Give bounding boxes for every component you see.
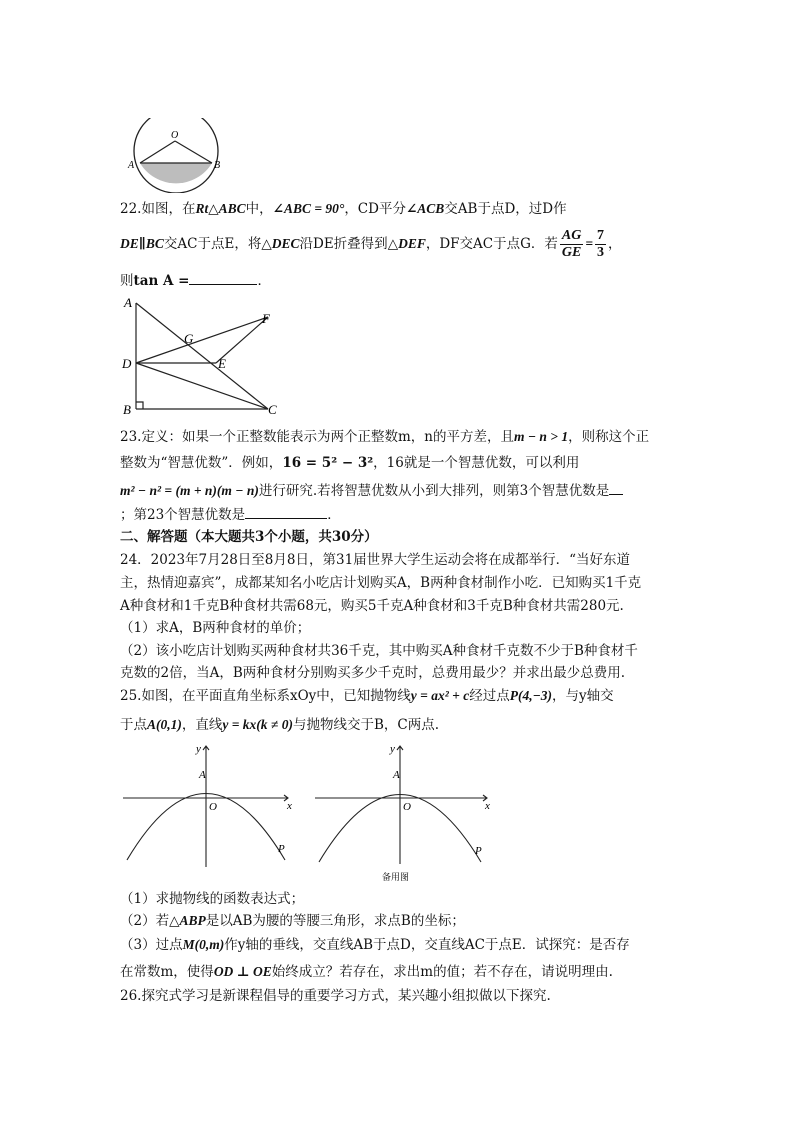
fraction-numerator: AG bbox=[561, 228, 582, 243]
q22-de-bc: DE∥BC bbox=[120, 236, 164, 251]
q25-sub-4 bbox=[120, 962, 680, 982]
tri-label-d: D bbox=[122, 356, 132, 371]
q22-line-2 bbox=[120, 228, 680, 261]
q25-text: ，与y轴交 bbox=[552, 688, 614, 704]
q22-text: 22.如图，在 bbox=[120, 201, 196, 217]
tri-label-b: B bbox=[123, 402, 131, 417]
q22-angle-acb: ∠ACB bbox=[405, 201, 445, 216]
q25-text: 在常数m，使得 bbox=[120, 964, 214, 980]
q23-line-4 bbox=[120, 504, 680, 525]
section-2-heading: 二、解答题（本大题共3个小题，共30分） bbox=[120, 529, 378, 545]
q26-line-1: 26.探究式学习是新课程倡导的重要学习方式，某兴趣小组拟做以下探究. bbox=[120, 988, 551, 1004]
q22-tan-a: tan A = bbox=[133, 273, 190, 289]
q22-text: 交AC于点E，将 bbox=[163, 236, 262, 252]
graph2-label-x: x bbox=[485, 800, 490, 812]
graph2-label-a: A bbox=[393, 769, 400, 781]
tri-label-f: F bbox=[262, 311, 270, 326]
q25-text: （2）若 bbox=[120, 913, 170, 929]
circle-label-a: A bbox=[128, 160, 135, 171]
q22-rt-abc: Rt△ABC bbox=[195, 201, 246, 216]
graph1-label-a: A bbox=[199, 769, 206, 781]
graph2-label-p: P bbox=[475, 845, 482, 857]
q23-line-1 bbox=[120, 427, 680, 447]
circle-label-b: B bbox=[214, 160, 221, 171]
q25-text: 25.如图，在平面直角坐标系xOy中，已知抛物线 bbox=[120, 688, 411, 704]
fraction-numerator: 7 bbox=[597, 228, 605, 243]
circle-label-o: O bbox=[171, 130, 179, 141]
q23-text: ，则称这个正 bbox=[568, 429, 650, 445]
q23-text: ． bbox=[327, 507, 341, 523]
triangle-figure bbox=[120, 293, 285, 418]
q25-parabola-eq: y = ax² + c bbox=[410, 688, 470, 703]
q23-text: 23.定义：如果一个正整数能表示为两个正整数m，n的平方差，且 bbox=[120, 429, 514, 445]
q22-line-1 bbox=[120, 199, 680, 219]
tri-label-e: E bbox=[218, 356, 226, 371]
circle-figure bbox=[120, 118, 230, 193]
q25-sub-2 bbox=[120, 911, 680, 931]
q22-text: ，DF交AC于点G．若 bbox=[425, 236, 558, 252]
tri-label-g: G bbox=[184, 331, 194, 346]
q23-text: ，16就是一个智慧优数，可以利用 bbox=[373, 455, 580, 471]
backup-graph-caption: 备用图 bbox=[382, 873, 410, 883]
q25-line-eq: y = kx(k ≠ 0) bbox=[222, 717, 293, 732]
q22-fraction-ag-ge bbox=[560, 228, 583, 261]
q23-example: 16 = 5² − 3² bbox=[282, 455, 374, 471]
q25-text: （3）过点 bbox=[120, 937, 183, 953]
q22-text: ，CD平分 bbox=[344, 201, 406, 217]
fraction-denominator: GE bbox=[561, 245, 582, 260]
q22-text: 则 bbox=[120, 273, 134, 289]
graph1-label-p: P bbox=[278, 843, 285, 855]
q25-text: 是以AB为腰的等腰三角形，求点B的坐标； bbox=[205, 913, 465, 929]
q22-angle-cond: ∠ABC = 90° bbox=[272, 201, 345, 216]
q22-text: 沿DE折叠得到 bbox=[299, 236, 388, 252]
q23-condition: m − n > 1 bbox=[513, 429, 569, 444]
q23-line-2 bbox=[120, 453, 680, 473]
q25-sub-1: （1）求抛物线的函数表达式； bbox=[120, 891, 305, 907]
q23-text: 进行研究.若将智慧优数从小到大排列，则第3个智慧优数是 bbox=[258, 483, 610, 499]
q25-text: ，直线 bbox=[181, 717, 223, 733]
equals-sign: = bbox=[585, 236, 594, 251]
q25-line-1 bbox=[120, 686, 680, 706]
q24-line-6: 克数的2倍，当A，B两种食材分别购买多少千克时，总费用最少？并求出最少总费用. bbox=[120, 665, 626, 681]
q22-text: ， bbox=[608, 236, 622, 252]
q25-point-p: P(4,−3) bbox=[509, 688, 552, 703]
q25-text: 作y轴的垂线，交直线AB于点D，交直线AC于点E．试探究：是否存 bbox=[224, 937, 630, 953]
q24-line-2: 主，热情迎嘉宾”，成都某知名小吃店计划购买A，B两种食材制作小吃．已知购买1千克 bbox=[120, 575, 642, 591]
q22-text: ． bbox=[257, 273, 271, 289]
q23-identity: m² − n² = (m + n)(m − n) bbox=[120, 483, 259, 498]
q23-text: 整数为“智慧优数”．例如， bbox=[120, 455, 283, 471]
q23-text: ；第23个智慧优数是 bbox=[120, 507, 246, 523]
q25-point-a: A(0,1) bbox=[147, 717, 182, 732]
q22-fraction-value bbox=[595, 228, 606, 261]
q25-tri-abp: △ABP bbox=[169, 913, 206, 928]
q25-text: 与抛物线交于B，C两点. bbox=[292, 717, 440, 733]
graph2-label-o: O bbox=[403, 801, 411, 813]
q25-line-2 bbox=[120, 715, 680, 735]
graph1-label-y: y bbox=[196, 743, 201, 755]
q25-perp: OD ⊥ OE bbox=[213, 964, 272, 979]
q22-answer-blank[interactable] bbox=[189, 270, 257, 285]
q23-line-3 bbox=[120, 480, 680, 501]
q22-tri-dec: △DEC bbox=[261, 236, 300, 251]
parabola-graph-backup bbox=[312, 740, 497, 885]
graph2-label-y: y bbox=[390, 743, 395, 755]
tri-label-c: C bbox=[268, 402, 277, 417]
q24-line-5: （2）该小吃店计划购买两种食材共36千克，其中购买A种食材千克数不少于B种食材千 bbox=[120, 643, 638, 659]
fraction-denominator: 3 bbox=[597, 245, 605, 260]
q24-line-4: （1）求A，B两种食材的单价； bbox=[120, 620, 311, 636]
q22-tri-def: △DEF bbox=[387, 236, 426, 251]
q25-text: 始终成立？若存在，求出m的值；若不存在，请说明理由. bbox=[271, 964, 613, 980]
q22-line-3 bbox=[120, 270, 680, 291]
q25-text: 经过点 bbox=[469, 688, 510, 704]
q25-text: 于点 bbox=[120, 717, 147, 733]
q22-text: 中， bbox=[245, 201, 273, 217]
q22-text: 交AB于点D，过D作 bbox=[444, 201, 567, 217]
tri-label-a: A bbox=[124, 295, 132, 310]
q23-answer-blank-1[interactable] bbox=[609, 480, 623, 495]
q23-answer-blank-2[interactable] bbox=[245, 504, 327, 519]
q24-line-1: 24．2023年7月28日至8月8日，第31届世界大学生运动会将在成都举行．“当好东道 bbox=[120, 552, 631, 568]
parabola-graph-main bbox=[120, 740, 300, 870]
q25-point-m: M(0,m) bbox=[182, 937, 225, 952]
q24-line-3: A种食材和1千克B种食材共需68元，购买5千克A种食材和3千克B种食材共需280元. bbox=[120, 598, 624, 614]
graph1-label-o: O bbox=[209, 801, 217, 813]
graph1-label-x: x bbox=[287, 800, 292, 812]
q25-sub-3 bbox=[120, 935, 680, 955]
